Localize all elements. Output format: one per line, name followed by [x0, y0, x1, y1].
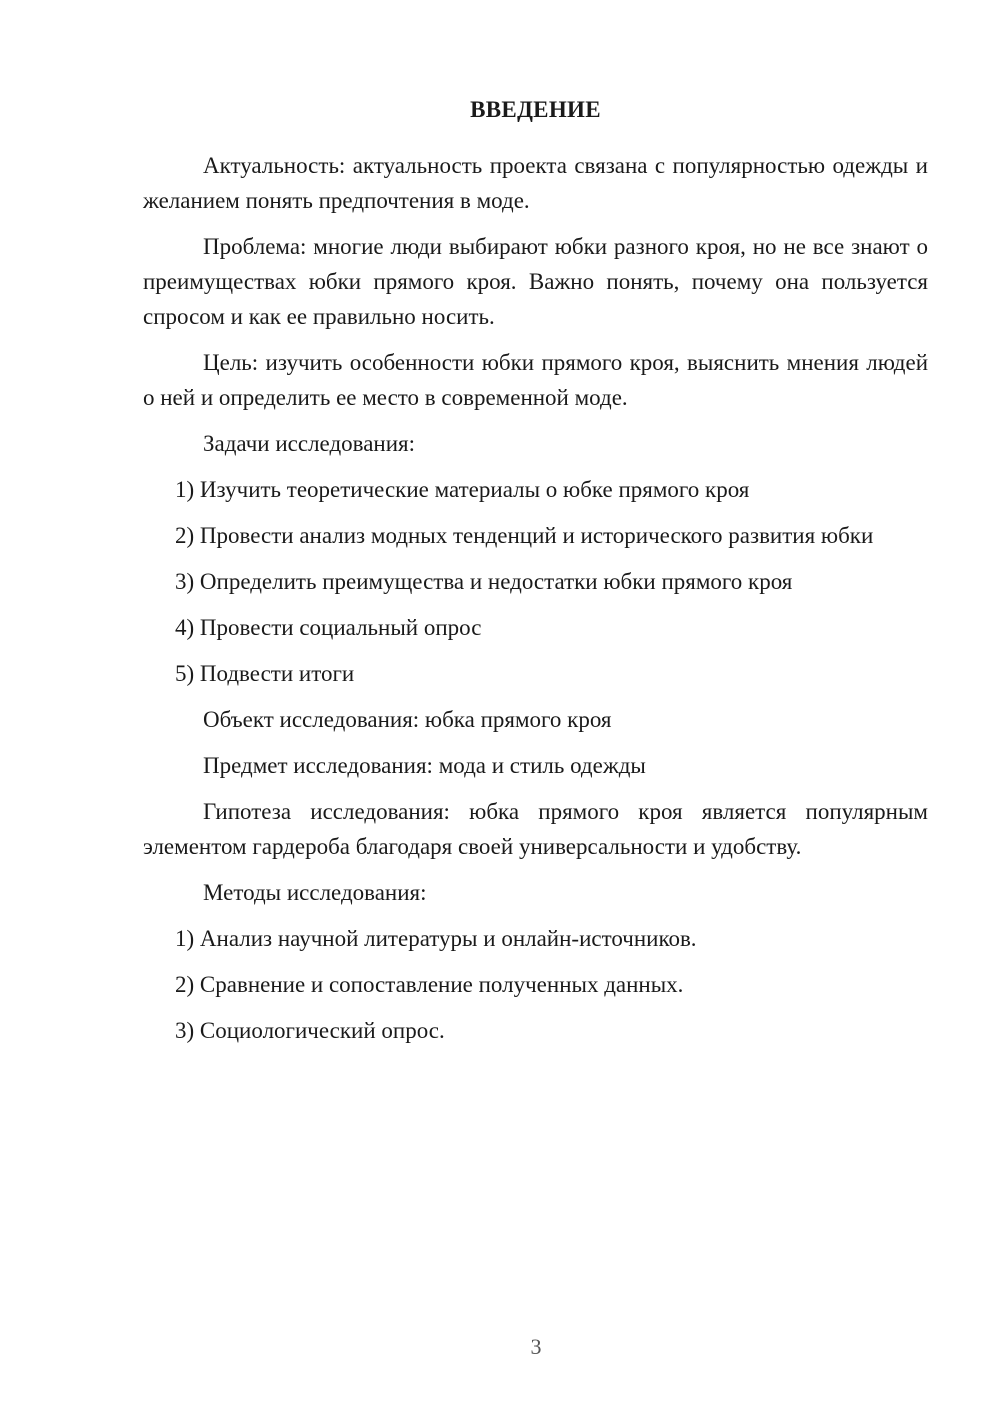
hypothesis-paragraph: Гипотеза исследования: юбка прямого кроя является популярным элементом гардероба благодаря своей универсальности и удобству.	[143, 799, 928, 859]
problem-paragraph: Проблема: многие люди выбирают юбки разного кроя, но не все знают о преимуществах юбки прямого кроя. Важно понять, почему она пользуется спросом и как ее правильно носить.	[143, 234, 928, 329]
method-item: 2) Сравнение и сопоставление полученных данных.	[175, 972, 684, 997]
document-body	[143, 92, 928, 1059]
page-number: 3	[530, 1334, 542, 1359]
methods-label: Методы исследования:	[203, 880, 427, 905]
object-paragraph: Объект исследования: юбка прямого кроя	[203, 707, 612, 732]
method-item: 1) Анализ научной литературы и онлайн-источников.	[175, 926, 697, 951]
relevance-paragraph: Актуальность: актуальность проекта связана с популярностью одежды и желанием понять предпочтения в моде.	[143, 153, 928, 213]
task-item: 1) Изучить теоретические материалы о юбке прямого кроя	[175, 477, 750, 502]
subject-paragraph: Предмет исследования: мода и стиль одежды	[203, 753, 646, 778]
section-heading: ВВЕДЕНИЕ	[470, 97, 601, 122]
task-item: 4) Провести социальный опрос	[175, 615, 482, 640]
task-item: 2) Провести анализ модных тенденций и исторического развития юбки	[175, 523, 874, 548]
tasks-label: Задачи исследования:	[203, 431, 416, 456]
method-item: 3) Социологический опрос.	[175, 1018, 445, 1043]
task-item: 3) Определить преимущества и недостатки юбки прямого кроя	[175, 569, 793, 594]
task-item: 5) Подвести итоги	[175, 661, 355, 686]
goal-paragraph: Цель: изучить особенности юбки прямого кроя, выяснить мнения людей о ней и определить ее место в современной моде.	[143, 350, 928, 410]
